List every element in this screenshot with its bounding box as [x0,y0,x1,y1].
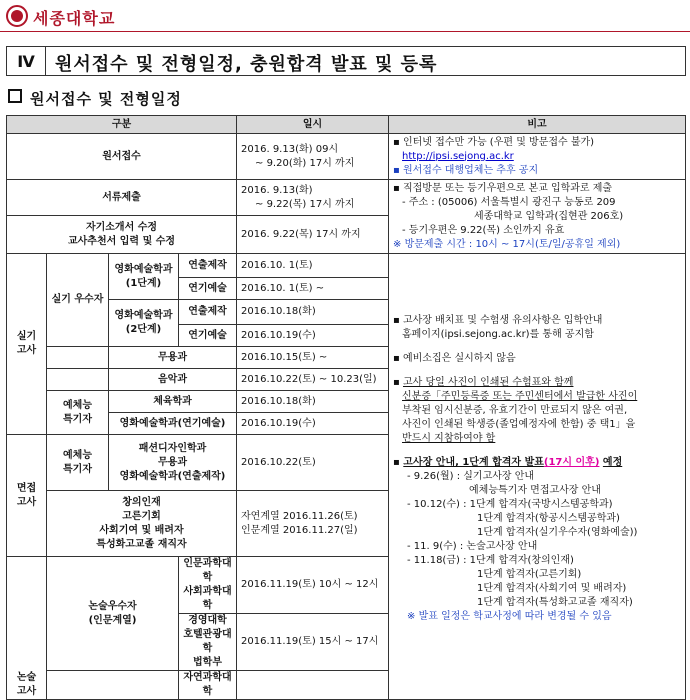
schedule-table [6,115,686,700]
film-stage1: 영화예술학과 (1단계) [109,254,179,300]
date-cell: 2016.10.18(화) [237,300,389,325]
university-seal-icon [6,5,28,27]
music-label: 음악과 [109,369,237,391]
dance-label: 무용과 [109,347,237,369]
col-header-datetime: 일시 [237,116,389,134]
university-name: 세종대학교 [33,9,116,28]
date-cell: 2016.10.19(수) [237,325,389,347]
section-number: Ⅳ [7,47,46,75]
essay-college-b: 경영대학 호텔관광대학 법학부 [179,614,237,671]
date-cell: 2016.10. 1(토) ~ [237,278,389,300]
date-cell: 2016.10.22(토) ~ 10.23(일) [237,369,389,391]
acting-label: 연기예술 [179,325,237,347]
directing-label: 연출제작 [179,300,237,325]
date-cell: 2016.11.19(토) 15시 ~ 17시 [237,614,389,671]
acting-label: 연기예술 [179,278,237,300]
table-header-row [7,116,686,134]
row-label-essay-edit: 자기소개서 수정 교사추천서 입력 및 수정 [7,216,237,254]
application-date: 2016. 9.13(화) 09시 ~ 9.20(화) 17시 까지 [237,134,389,180]
group-essay: 논술 고사 [7,557,47,700]
table-row [7,180,686,216]
practical-arts-talent: 예체능 특기자 [47,391,109,435]
date-cell: 2016.10.15(토) ~ [237,347,389,369]
section-heading [6,46,686,76]
exam-notes: ▪ 고사장 배치표 및 수험생 유의사항은 입학안내 홈페이지(ipsi.sejong.ac.kr)를 통해 공지함 ▪ 예비소집은 실시하지 않음 ▪ 고사 당일 사진이 인쇄된 수험표와 함께 신분증「주민등록증 또는 주민센터에서 발급한 사진이 부착된 임시신분증, 유효기간이 만료되지 않은 여권, 사진이 인쇄된 학생증(졸업예정자에 한함) 중 택1」을 반드시 지참하여야 함 ▪ 고사장 안내, 1단계 합격자 발표(17시 이후) 예정 - 9.26(월) : 실기고사장 안내 예체능특기자 면접고사장 안내 - 10.12(수) : 1단계 합격자(국방시스템공학과) 1단계 합격자(항공시스템공학과) 1단계 합격자(실기우수자(영화예술)) - 11. 9(수) : 논술고사장 안내 - 11.18(금) : 1단계 합격자(창의인재) 1단계 합격자(고른기회) 1단계 합격자(사회기여 및 배려자) 1단계 합격자(특성화고교졸 재직자) ※ 발표 일정은 학교사정에 따라 변경될 수 있음 [389,254,686,700]
practical-excellent: 실기 우수자 [47,254,109,347]
group-practical: 실기 고사 [7,254,47,435]
row-label-documents: 서류제출 [7,180,237,216]
directing-label: 연출제작 [179,254,237,278]
essay-edit-date: 2016. 9.22(목) 17시 까지 [237,216,389,254]
film-acting-label: 영화예술학과(연기예술) [109,413,237,435]
header [0,0,690,32]
header-divider [0,31,690,32]
admission-site-link[interactable]: http://ipsi.sejong.ac.kr [402,150,514,162]
section-title: 원서접수 및 전형일정, 충원합격 발표 및 등록 [55,54,438,75]
film-stage2: 영화예술학과 (2단계) [109,300,179,347]
col-header-remarks: 비고 [389,116,686,134]
essay-excellent: 논술우수자 (인문계열) [47,557,179,671]
documents-note: ▪ 직접방문 또는 등기우편으로 본교 입학과로 제출 - 주소 : (05006) 서울특별시 광진구 능동로 209 세종대학교 입학과(집현관 206호) - 등기우편은 9.22(목) 소인까지 유효 ※ 방문제출 시간 : 10시 ~ 17시(토/일/공휴일 제외) [389,180,686,254]
interview-talent-types: 창의인재 고른기회 사회기여 및 배려자 특성화고교졸 재직자 [47,491,237,557]
application-note: ▪ 인터넷 접수만 가능 (우편 및 방문접수 불가) http://ipsi.sejong.ac.kr ▪ 원서접수 대행업체는 추후 공지 [389,134,686,180]
row-label-application: 원서접수 [7,134,237,180]
essay-college-c: 자연과학대학 [179,671,237,700]
table-row [7,134,686,180]
interview-arts-depts: 패션디자인학과 무용과 영화예술학과(연출제작) [109,435,237,491]
date-cell: 2016.11.19(토) 10시 ~ 12시 [237,557,389,614]
date-cell: 2016.10.22(토) [237,435,389,491]
date-cell: 2016.10.19(수) [237,413,389,435]
date-cell: 자연계열 2016.11.26(토) 인문계열 2016.11.27(일) [237,491,389,557]
essay-college-a: 인문과학대학 사회과학대학 [179,557,237,614]
square-bullet-icon [8,89,22,103]
pe-label: 체육학과 [109,391,237,413]
group-interview: 면접 고사 [7,435,47,557]
interview-arts-talent: 예체능 특기자 [47,435,109,491]
date-cell: 2016.10.18(화) [237,391,389,413]
documents-date: 2016. 9.13(화) ~ 9.22(목) 17시 까지 [237,180,389,216]
subsection-title: 원서접수 및 전형일정 [8,88,182,109]
col-header-category: 구분 [7,116,237,134]
date-cell: 2016.10. 1(토) [237,254,389,278]
table-row [7,254,686,278]
